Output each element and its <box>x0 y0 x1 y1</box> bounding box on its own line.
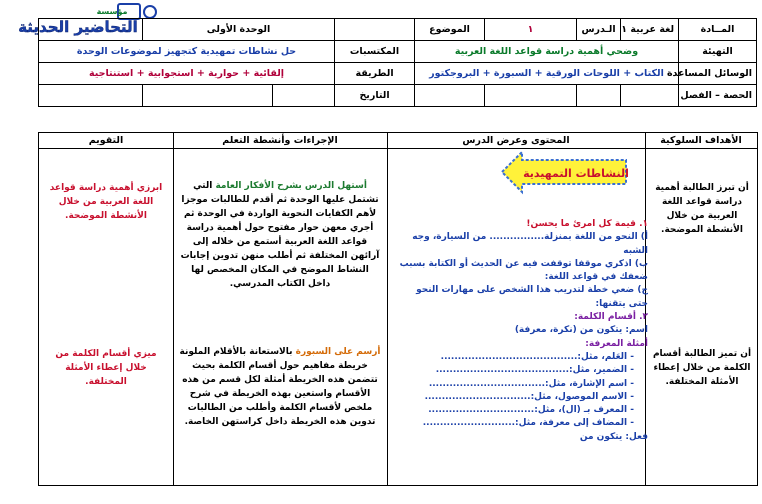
content-line: فعل: يتكون من <box>579 431 648 442</box>
subject-value: لغة عربية ١ <box>621 19 679 41</box>
content-line: حتى يتقنها: <box>595 298 648 309</box>
date-cell <box>143 85 273 107</box>
method-label: الطريقة <box>335 63 415 85</box>
procedures-header: الإجراءات وأنشطة التعلم <box>173 133 387 149</box>
content-line: - الضمير، مثل:....................................... <box>435 365 634 376</box>
evaluation-header: التقويم <box>39 133 173 149</box>
content-line: - اسم الإشارة، مثل:.................................. <box>428 378 634 389</box>
content-line: ٢. أقسام الكلمة: <box>574 312 648 323</box>
date-label: التاريخ <box>335 85 415 107</box>
content-line: - العَلم، مثل:........................................ <box>440 351 634 362</box>
topic-value <box>335 19 415 41</box>
procedure-2-lead: أرسم على السبورة <box>295 347 381 357</box>
objective-2: أن تميز الطالبة أقسام الكلمة من خلال إعطاء الأمثلة المختلفة. <box>652 349 752 387</box>
content-line: - المعرف بـ (ال)، مثل:............................... <box>428 405 634 416</box>
content-line: - المضاف إلى معرفة، مثل:........................... <box>422 418 634 429</box>
column-divider <box>173 133 174 485</box>
header-spacer <box>39 19 143 41</box>
period-cell <box>415 85 485 107</box>
procedure-1 <box>179 179 381 291</box>
lesson-value: ١ <box>485 19 577 41</box>
date-cell <box>39 85 143 107</box>
evaluation-2: ميزي أقسام الكلمة من خلال إعطاء الأمثلة المختلفة. <box>55 349 157 387</box>
procedure-1-lead: أستهل الدرس بشرح الأفكار العامة <box>215 181 367 191</box>
logo-bottom-text: التحاضير الحديثة <box>18 18 138 36</box>
content-line: - الاسم الموصول، مثل:............................... <box>424 391 634 402</box>
content-line: اسم: يتكون من (نكرة، معرفة) <box>514 325 648 336</box>
acquired-label: المكتسبات <box>335 41 415 63</box>
unit-label: الوحدة الأولى <box>143 19 335 41</box>
header-table <box>38 18 757 107</box>
content-line: الشبه <box>623 245 648 256</box>
acquired-value: حل نشاطات تمهيدية كتجهيز لموضوعات الوحدة <box>39 41 335 63</box>
activities-banner <box>500 146 630 198</box>
content-line: ضعفك في قواعد اللغة: <box>544 272 648 283</box>
procedure-2-text: بالاستعانة بالأقلام الملونة خريطة مفاهيم حول أقسام الكلمة بحيث تتضمن هذه الخريطة أمثلة لكل قسم من هذه الأقسام واستعين بهذه الخريطة في شرح ملخص لأقسام الكلمة وأطلب من الطالبات تدوين هذه الخريطة داخل كراستهن الخاصة. <box>179 347 378 427</box>
period-cell <box>485 85 577 107</box>
period-cell <box>577 85 621 107</box>
lesson-label: الـدرس <box>577 19 621 41</box>
subject-label: المــادة <box>679 19 757 41</box>
evaluation-1: ابرزي أهمية دراسة قواعد اللغة العربية من خلال الأنشطة الموضحة. <box>49 183 163 221</box>
objective-1: أن تبرز الطالبة أهمية دراسة قواعد اللغة العربية من خلال الأنشطة الموضحة. <box>655 183 749 235</box>
method-value: إلقائية + حوارية + استجوابية + استنتاجية <box>39 63 335 85</box>
content-line: ب) اذكري موقفا توقفت فيه عن الحديث أو الكتابة بسبب <box>399 258 648 269</box>
aids-label: الوسائل المساعدة <box>679 63 757 85</box>
period-cell <box>621 85 679 107</box>
intro-value: وضحي أهمية دراسة قواعد اللغة العربية <box>415 41 679 63</box>
banner-text: النشاطات التمهيدية <box>523 167 629 180</box>
aids-value: الكتاب + اللوحات الورقية + السبورة + البروجكتور <box>415 63 679 85</box>
objectives-header: الأهداف السلوكية <box>645 133 757 149</box>
content-line: ج) ضعي خطة لتدريب هذا الشخص على مهارات النحو <box>416 285 648 296</box>
period-label: الحصة – الفصل <box>679 85 757 107</box>
date-cell <box>273 85 335 107</box>
logo-top-text: مؤسسة <box>96 7 128 16</box>
intro-label: التهيئة <box>679 41 757 63</box>
procedure-2 <box>179 345 381 429</box>
procedure-1-text: التي تشتمل عليها الوحدة ثم أقدم للطالبات موجزا لأهم الكفايات النحوية الواردة في الوحدة ثم أجري معهن حوار مفتوح حول أهمية دراسة قواعد اللغة العربية أستمع من خلاله إلى آرائهن المختلفة ثم أطلب منهن تدوين إجابات النشاط الموضح في المكان المخصص لها داخل الكتاب المدرسي. <box>180 181 380 289</box>
topic-label: الموضوع <box>415 19 485 41</box>
content-line: ١. قيمة كل امرئ ما يحسن! <box>526 219 648 229</box>
lesson-content <box>388 218 648 444</box>
content-header: المحتوى وعرض الدرس <box>387 133 645 149</box>
content-line: أمثلة المعرفة: <box>585 338 648 349</box>
content-line: أ) النحو من اللغة بمنزلة................ من السيارة، وجه <box>412 232 648 243</box>
